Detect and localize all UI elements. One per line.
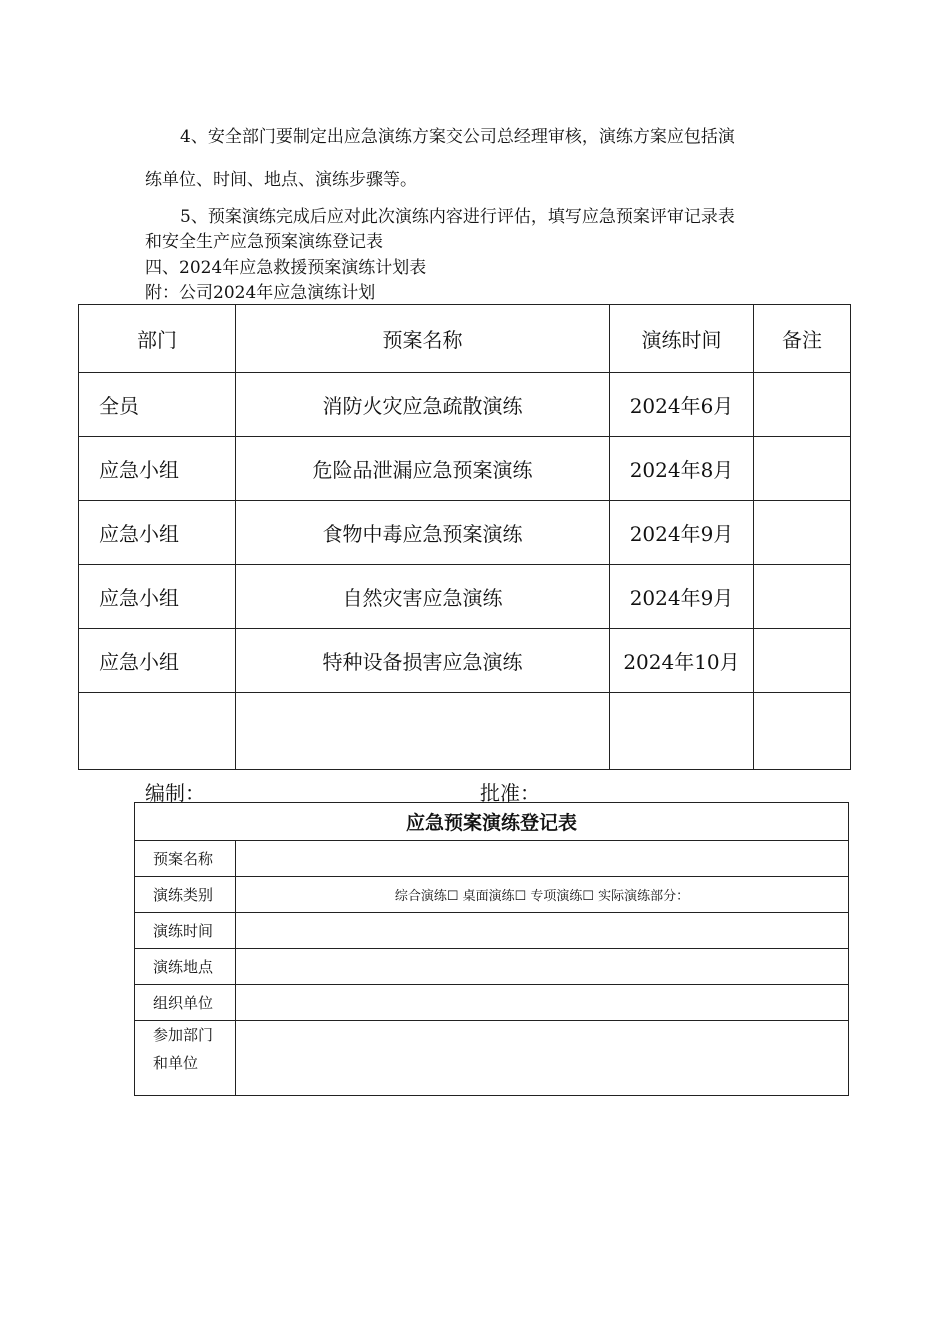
- cell-empty: [610, 693, 754, 770]
- table-row-empty: [79, 693, 851, 770]
- drill-register-form: [134, 802, 849, 1096]
- cell-note: [754, 629, 851, 693]
- header-plan-name: 预案名称: [236, 305, 610, 373]
- attachment-caption: 附：公司2024年应急演练计划: [145, 283, 376, 303]
- form-row-participants: [135, 1021, 849, 1096]
- field-participants[interactable]: [236, 1021, 849, 1096]
- form-row-drill-place: [135, 949, 849, 985]
- table-row: [79, 629, 851, 693]
- form-row-drill-type: [135, 877, 849, 913]
- cell-drill-time: 2024年10月: [610, 629, 754, 693]
- cell-drill-time: 2024年8月: [610, 437, 754, 501]
- cell-note: [754, 437, 851, 501]
- form-row-drill-time: [135, 913, 849, 949]
- paragraph-5-line-2: 和安全生产应急预案演练登记表: [145, 232, 383, 252]
- section-heading: 四、2024年应急救援预案演练计划表: [145, 258, 427, 278]
- approved-by-label: 批准：: [480, 781, 540, 805]
- cell-dept: 应急小组: [79, 437, 236, 501]
- paragraph-4-line-1: 4、安全部门要制定出应急演练方案交公司总经理审核，演练方案应包括演: [180, 127, 735, 147]
- prepared-by-label: 编制：: [145, 781, 205, 805]
- label-drill-place: 演练地点: [135, 949, 236, 985]
- header-note: 备注: [754, 305, 851, 373]
- cell-note: [754, 565, 851, 629]
- header-dept: 部门: [79, 305, 236, 373]
- form-title: 应急预案演练登记表: [135, 803, 849, 841]
- form-title-row: [135, 803, 849, 841]
- label-organizer: 组织单位: [135, 985, 236, 1021]
- table-row: [79, 437, 851, 501]
- cell-empty: [236, 693, 610, 770]
- table-header-row: [79, 305, 851, 373]
- table-row: [79, 565, 851, 629]
- cell-empty: [79, 693, 236, 770]
- label-participants: [135, 1021, 236, 1096]
- paragraph-5-line-1: 5、预案演练完成后应对此次演练内容进行评估，填写应急预案评审记录表: [180, 207, 735, 227]
- drill-plan-table: [78, 304, 851, 770]
- label-drill-time: 演练时间: [135, 913, 236, 949]
- field-drill-type-options[interactable]: 综合演练☐ 桌面演练☐ 专项演练☐ 实际演练部分：: [236, 877, 849, 913]
- cell-dept: 应急小组: [79, 501, 236, 565]
- cell-dept: 应急小组: [79, 565, 236, 629]
- header-drill-time: 演练时间: [610, 305, 754, 373]
- cell-drill-time: 2024年9月: [610, 501, 754, 565]
- cell-drill-time: 2024年6月: [610, 373, 754, 437]
- cell-note: [754, 373, 851, 437]
- form-row-plan-name: [135, 841, 849, 877]
- field-drill-time[interactable]: [236, 913, 849, 949]
- table-row: [79, 501, 851, 565]
- cell-plan-name: 食物中毒应急预案演练: [236, 501, 610, 565]
- label-participants-line-1: 参加部门: [153, 1026, 214, 1044]
- cell-dept: 全员: [79, 373, 236, 437]
- cell-empty: [754, 693, 851, 770]
- cell-dept: 应急小组: [79, 629, 236, 693]
- field-organizer[interactable]: [236, 985, 849, 1021]
- field-plan-name[interactable]: [236, 841, 849, 877]
- form-row-organizer: [135, 985, 849, 1021]
- cell-drill-time: 2024年9月: [610, 565, 754, 629]
- cell-note: [754, 501, 851, 565]
- table-row: [79, 373, 851, 437]
- field-drill-place[interactable]: [236, 949, 849, 985]
- label-participants-line-2: 和单位: [153, 1054, 199, 1072]
- cell-plan-name: 自然灾害应急演练: [236, 565, 610, 629]
- paragraph-4-line-2: 练单位、时间、地点、演练步骤等。: [145, 170, 417, 190]
- cell-plan-name: 危险品泄漏应急预案演练: [236, 437, 610, 501]
- label-drill-type: 演练类别: [135, 877, 236, 913]
- cell-plan-name: 特种设备损害应急演练: [236, 629, 610, 693]
- label-plan-name: 预案名称: [135, 841, 236, 877]
- cell-plan-name: 消防火灾应急疏散演练: [236, 373, 610, 437]
